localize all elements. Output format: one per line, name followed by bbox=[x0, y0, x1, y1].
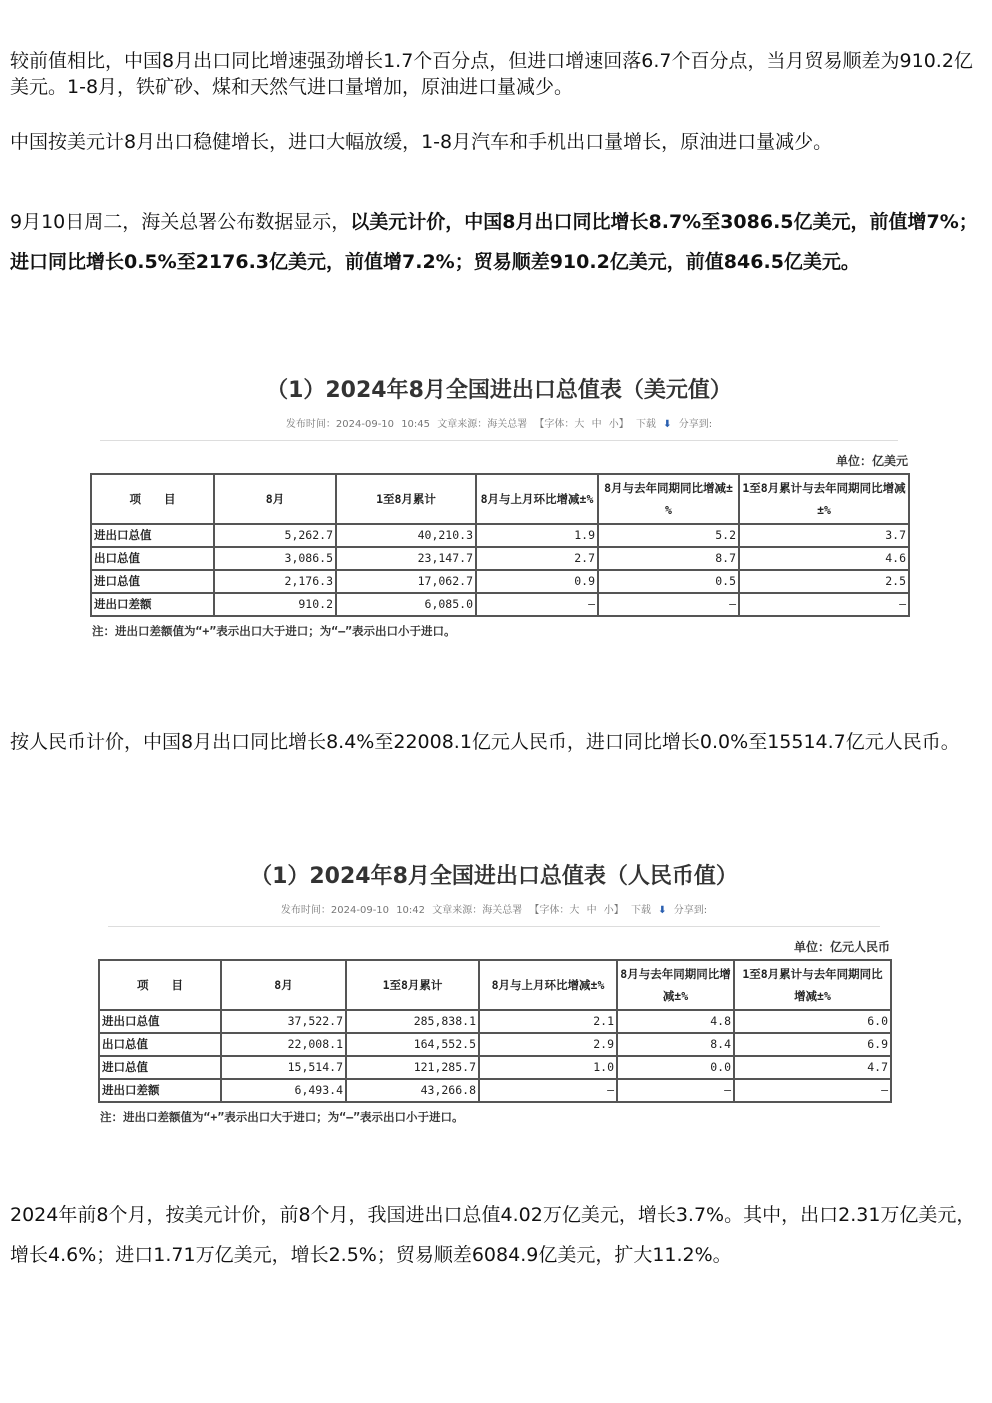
column-header: 8月 bbox=[221, 960, 346, 1010]
table-cell: 1.9 bbox=[476, 524, 598, 547]
column-header: 项 目 bbox=[91, 474, 214, 524]
publish-time: 发布时间：2024-09-10 10:45 bbox=[285, 419, 431, 430]
figure-usd-meta bbox=[90, 418, 908, 432]
column-header: 1至8月累计与去年同期同比增减±% bbox=[739, 474, 909, 524]
table-cell: 37,522.7 bbox=[221, 1010, 346, 1033]
row-label: 进出口差额 bbox=[99, 1079, 221, 1102]
table-cell: – bbox=[734, 1079, 891, 1102]
font-size-selector[interactable]: 【字体：大 中 小】 bbox=[529, 905, 624, 916]
table-cell: 6.0 bbox=[734, 1010, 891, 1033]
paragraph-overview: 中国按美元计8月出口稳健增长，进口大幅放缓，1-8月汽车和手机出口量增长，原油进口量减少。 bbox=[10, 131, 833, 153]
table-cell: 17,062.7 bbox=[336, 570, 476, 593]
table-cell: – bbox=[476, 593, 598, 616]
table-header-row bbox=[99, 960, 891, 1010]
divider bbox=[100, 440, 898, 441]
table-cell: 8.4 bbox=[617, 1033, 734, 1056]
table-cell: 23,147.7 bbox=[336, 547, 476, 570]
table-cell: 5,262.7 bbox=[214, 524, 336, 547]
table-cell: 6,085.0 bbox=[336, 593, 476, 616]
download-icon: ⬇ bbox=[658, 905, 667, 916]
table-cell: 4.6 bbox=[739, 547, 909, 570]
table-row bbox=[91, 570, 909, 593]
column-header: 1至8月累计与去年同期同比增减±% bbox=[734, 960, 891, 1010]
paragraph-cny-data: 按人民币计价，中国8月出口同比增长8.4%至22008.1亿元人民币，进口同比增长0.0%至15514.7亿元人民币。 bbox=[10, 731, 960, 753]
table-row bbox=[91, 593, 909, 616]
table-cell: 2,176.3 bbox=[214, 570, 336, 593]
table-cell: 40,210.3 bbox=[336, 524, 476, 547]
row-label: 进出口总值 bbox=[91, 524, 214, 547]
row-label: 进口总值 bbox=[99, 1056, 221, 1079]
column-header: 8月与上月环比增减±% bbox=[476, 474, 598, 524]
table-cell: 2.5 bbox=[739, 570, 909, 593]
table-row bbox=[99, 1033, 891, 1056]
paragraph-summary: 较前值相比，中国8月出口同比增速强劲增长1.7个百分点，但进口增速回落6.7个百分点，当月贸易顺差为910.2亿美元。1-8月，铁矿砂、煤和天然气进口量增加，原油进口量减少。 bbox=[10, 50, 973, 98]
paragraph-usd-highlight: 以美元计价，中国8月出口同比增长8.7%至3086.5亿美元，前值增7%；进口同比增长0.5%至2176.3亿美元，前值增7.2%；贸易顺差910.2亿美元，前值846.5亿美元。 bbox=[10, 211, 978, 273]
table-cell: 1.0 bbox=[479, 1056, 617, 1079]
table-row bbox=[91, 547, 909, 570]
table-cell: 2.9 bbox=[479, 1033, 617, 1056]
divider bbox=[108, 926, 880, 927]
unit-label: 单位：亿元人民币 bbox=[793, 940, 890, 954]
paragraph-ytd-summary: 2024年前8个月，按美元计价，前8个月，我国进出口总值4.02万亿美元，增长3.7%。其中，出口2.31万亿美元，增长4.6%；进口1.71万亿美元，增长2.5%；贸易顺差6084.9亿美元，扩大11.2%。 bbox=[10, 1204, 976, 1266]
download-icon: ⬇ bbox=[663, 419, 672, 430]
table-cell: – bbox=[479, 1079, 617, 1102]
publish-time: 发布时间：2024-09-10 10:42 bbox=[280, 905, 426, 916]
figure-cny-meta bbox=[98, 904, 890, 918]
download-link[interactable] bbox=[631, 905, 667, 916]
table-cell: 15,514.7 bbox=[221, 1056, 346, 1079]
figure-cny-title: （1）2024年8月全国进出口总值表（人民币值） bbox=[250, 864, 738, 889]
article-source: 文章来源：海关总署 bbox=[437, 419, 528, 430]
table-row bbox=[99, 1010, 891, 1033]
download-link[interactable] bbox=[636, 419, 672, 430]
table-cell: 2.7 bbox=[476, 547, 598, 570]
share-link[interactable]: 分享到: bbox=[673, 905, 708, 916]
column-header: 1至8月累计 bbox=[346, 960, 479, 1010]
paragraph-usd-data bbox=[10, 202, 982, 282]
row-label: 出口总值 bbox=[91, 547, 214, 570]
share-link[interactable]: 分享到: bbox=[678, 419, 713, 430]
column-header: 8月与上月环比增减±% bbox=[479, 960, 617, 1010]
table-cell: 0.0 bbox=[617, 1056, 734, 1079]
column-header: 8月 bbox=[214, 474, 336, 524]
table-cell: 22,008.1 bbox=[221, 1033, 346, 1056]
column-header: 8月与去年同期同比增减±% bbox=[598, 474, 739, 524]
font-size-selector[interactable]: 【字体：大 中 小】 bbox=[534, 419, 629, 430]
table-cell: 3,086.5 bbox=[214, 547, 336, 570]
table-cell: 8.7 bbox=[598, 547, 739, 570]
table-cell: 4.7 bbox=[734, 1056, 891, 1079]
table-cell: 6.9 bbox=[734, 1033, 891, 1056]
download-label: 下载 bbox=[635, 419, 656, 430]
table-cell: 2.1 bbox=[479, 1010, 617, 1033]
table-row bbox=[99, 1079, 891, 1102]
table-cell: – bbox=[598, 593, 739, 616]
usd-data-table bbox=[90, 473, 910, 617]
paragraph-usd-lead: 9月10日周二，海关总署公布数据显示， bbox=[10, 211, 351, 233]
figure-cny-table bbox=[98, 862, 890, 1125]
table-cell: 43,266.8 bbox=[346, 1079, 479, 1102]
figure-usd-title: （1）2024年8月全国进出口总值表（美元值） bbox=[266, 378, 732, 403]
table-cell: 4.8 bbox=[617, 1010, 734, 1033]
table-cell: 910.2 bbox=[214, 593, 336, 616]
table-cell: 121,285.7 bbox=[346, 1056, 479, 1079]
row-label: 出口总值 bbox=[99, 1033, 221, 1056]
column-header: 1至8月累计 bbox=[336, 474, 476, 524]
table-row bbox=[99, 1056, 891, 1079]
figure-usd-table bbox=[90, 376, 908, 639]
cny-data-table bbox=[98, 959, 892, 1103]
column-header: 项 目 bbox=[99, 960, 221, 1010]
table-note: 注：进出口差额值为“+”表示出口大于进口；为“–”表示出口小于进口。 bbox=[92, 624, 456, 638]
table-cell: 5.2 bbox=[598, 524, 739, 547]
row-label: 进出口差额 bbox=[91, 593, 214, 616]
table-cell: – bbox=[617, 1079, 734, 1102]
table-cell: 6,493.4 bbox=[221, 1079, 346, 1102]
article-source: 文章来源：海关总署 bbox=[432, 905, 523, 916]
column-header: 8月与去年同期同比增减±% bbox=[617, 960, 734, 1010]
download-label: 下载 bbox=[630, 905, 651, 916]
table-note: 注：进出口差额值为“+”表示出口大于进口；为“–”表示出口小于进口。 bbox=[100, 1110, 464, 1124]
table-cell: 0.5 bbox=[598, 570, 739, 593]
table-cell: 285,838.1 bbox=[346, 1010, 479, 1033]
table-row bbox=[91, 524, 909, 547]
row-label: 进口总值 bbox=[91, 570, 214, 593]
table-cell: 3.7 bbox=[739, 524, 909, 547]
unit-label: 单位：亿美元 bbox=[835, 454, 908, 468]
table-cell: – bbox=[739, 593, 909, 616]
row-label: 进出口总值 bbox=[99, 1010, 221, 1033]
table-header-row bbox=[91, 474, 909, 524]
table-cell: 164,552.5 bbox=[346, 1033, 479, 1056]
table-cell: 0.9 bbox=[476, 570, 598, 593]
